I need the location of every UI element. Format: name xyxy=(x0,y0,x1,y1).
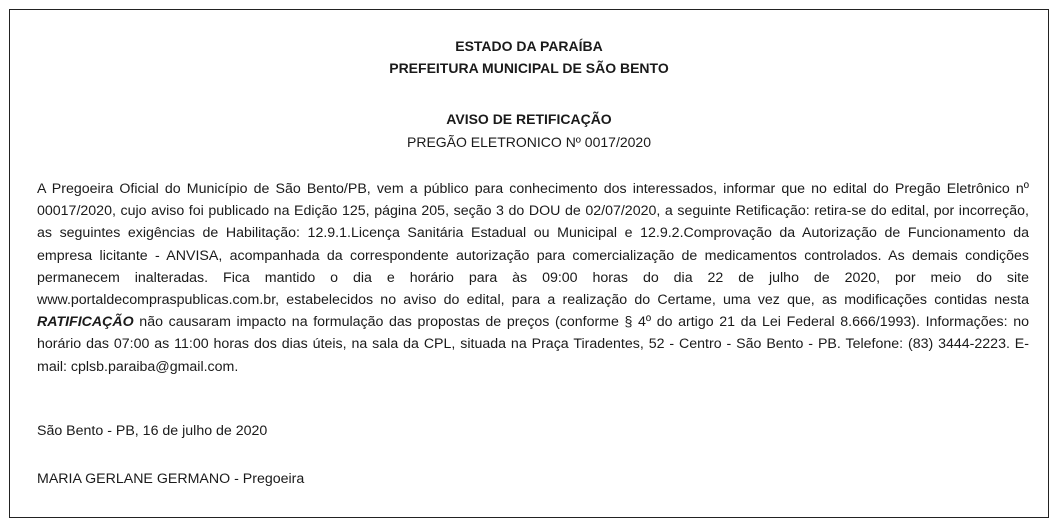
place-date: São Bento - PB, 16 de julho de 2020 xyxy=(37,423,268,439)
notice-body-part2: não causaram impacto na formulação das propostas de preços (conforme § 4º do artigo 21 da Lei Federal 8.666/1993). Informações: no horário das 07:00 as 11:00 horas dos dias úteis, na sala da CPL, situada na Praça Tiradentes, 52 - Centro - São Bento - PB. Telefone: (83) 3444-2223. E-mail: cplsb.paraiba@gmail.com. xyxy=(37,314,1029,375)
notice-body-emphasis: RATIFICAÇÃO xyxy=(37,314,134,331)
notice-frame xyxy=(9,9,1049,518)
state-heading: ESTADO DA PARAÍBA xyxy=(455,38,603,54)
municipality-heading: PREFEITURA MUNICIPAL DE SÃO BENTO xyxy=(389,60,669,76)
process-number: PREGÃO ELETRONICO Nº 0017/2020 xyxy=(407,134,651,150)
signature-line: MARIA GERLANE GERMANO - Pregoeira xyxy=(37,471,305,487)
notice-body-part1: A Pregoeira Oficial do Município de São Bento/PB, vem a público para conhecimento dos interessados, informar que no edital do Pregão Eletrônico nº 00017/2020, cujo aviso foi publicado na Edição 125, página 205, seção 3 do DOU de 02/07/2020, a seguinte Retificação: retira-se do edital, por incorreção, as seguintes exigências de Habilitação: 12.9.1.Licença Sanitária Estadual ou Municipal e 12.9.2.Comprovação da Autorização de Funcionamento da empresa licitante - ANVISA, acompanhada da correspondente autorização para comercialização de medicamentos controlados. As demais condições permanecem inalteradas. Fica mantido o dia e horário para às 09:00 horas do dia 22 de julho de 2020, por meio do site www.portaldecompraspublicas.com.br, estabelecidos no aviso do edital, para a realização do Certame, uma vez que, as modificações contidas nesta xyxy=(37,181,1029,309)
notice-title: AVISO DE RETIFICAÇÃO xyxy=(446,111,612,127)
notice-body xyxy=(37,178,1029,378)
